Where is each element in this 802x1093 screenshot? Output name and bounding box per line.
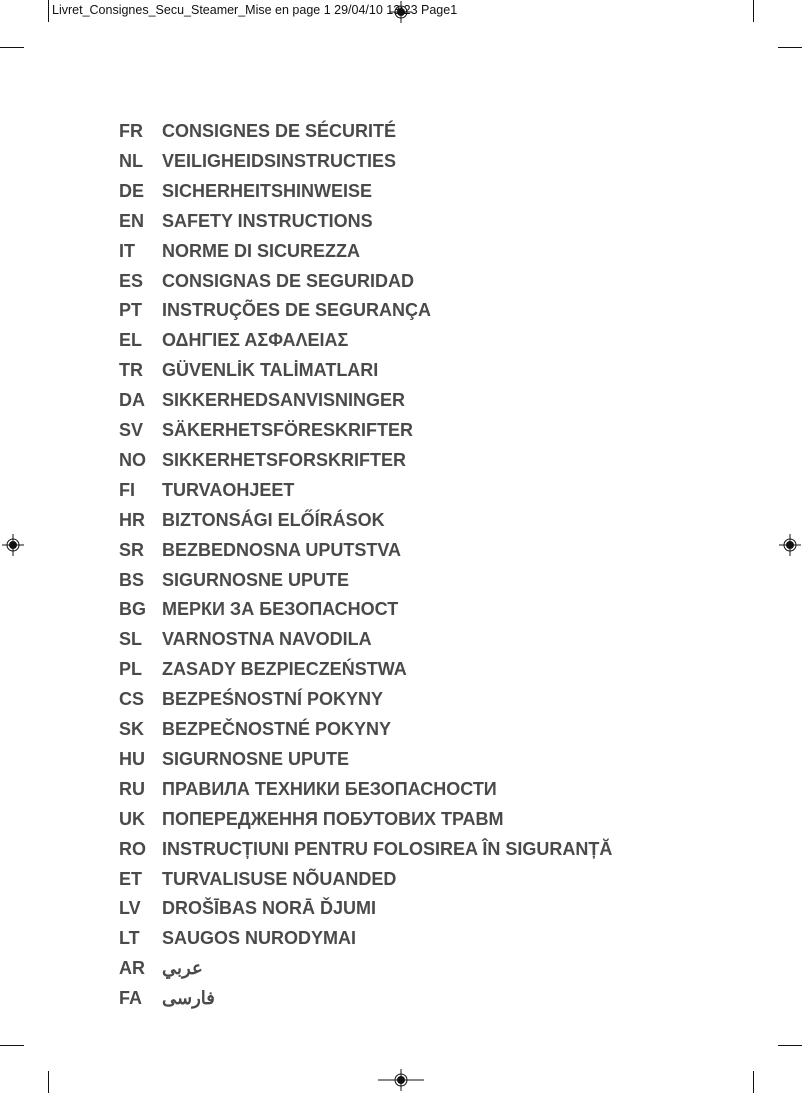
language-code: DE xyxy=(119,180,145,201)
language-title: SÄKERHETSFÖRESKRIFTER xyxy=(162,420,414,440)
language-title: فارسی xyxy=(162,988,215,1009)
language-row xyxy=(119,718,391,740)
language-title: GÜVENLİK TALİMATLARI xyxy=(162,360,379,381)
language-code: HU xyxy=(119,748,145,769)
language-title: ZASADY BEZPIECZEŃSTWA xyxy=(162,659,407,680)
language-row xyxy=(119,838,612,860)
language-title: DROŠĪBAS NORĀ ĎJUMI xyxy=(162,898,377,919)
language-row xyxy=(119,539,401,561)
language-row xyxy=(119,658,407,680)
language-title: INSTRUCȚIUNI PENTRU FOLOSIREA ÎN SIGURANȚĂ xyxy=(162,838,613,859)
language-code: AR xyxy=(119,958,145,979)
language-row xyxy=(119,299,431,321)
language-row xyxy=(119,628,372,650)
language-title: ΟΔΗΓΙΕΣ ΑΣΦΑΛΕΙΑΣ xyxy=(162,330,349,351)
language-row xyxy=(119,808,503,830)
language-code: ET xyxy=(119,868,143,889)
language-row xyxy=(119,957,203,979)
registration-mark-icon xyxy=(378,1069,424,1091)
language-code: ES xyxy=(119,270,144,291)
language-row xyxy=(119,688,383,710)
language-row xyxy=(119,479,294,501)
crop-mark xyxy=(48,0,49,22)
language-row xyxy=(119,329,348,351)
language-title: TURVAOHJEET xyxy=(162,479,295,500)
language-code: FI xyxy=(119,479,135,500)
language-title: ПОПЕРЕДЖЕННЯ ПОБУТОВИХ ТРАВМ xyxy=(162,808,504,829)
language-row xyxy=(119,419,413,441)
language-title: BEZPEČNOSTNÉ POKYNY xyxy=(162,719,392,739)
language-title: BEZPEŚNOSTNÍ POKYNY xyxy=(162,689,384,710)
language-title: VEILIGHEIDSINSTRUCTIES xyxy=(162,150,397,171)
language-title: ПРАВИЛА ТЕХНИКИ БЕЗОПАСНОСТИ xyxy=(162,778,497,799)
language-code: LV xyxy=(119,898,141,919)
language-title: BIZTONSÁGI ELŐÍRÁSOK xyxy=(162,509,385,530)
language-title: TURVALISUSE NÕUANDED xyxy=(162,868,397,889)
registration-mark-icon xyxy=(2,534,24,556)
language-code: LT xyxy=(119,928,140,949)
language-title: SIGURNOSNE UPUTE xyxy=(162,748,350,769)
language-row xyxy=(119,569,349,591)
language-row xyxy=(119,927,356,949)
language-row xyxy=(119,150,396,172)
language-row xyxy=(119,120,396,142)
language-title: SAUGOS NURODYMAI xyxy=(162,928,357,949)
language-code: NL xyxy=(119,150,143,171)
language-title: SAFETY INSTRUCTIONS xyxy=(162,210,373,231)
language-code: IT xyxy=(119,240,135,261)
language-code: PL xyxy=(119,659,143,680)
language-code: BG xyxy=(119,599,146,620)
language-code: DA xyxy=(119,390,145,411)
language-code: TR xyxy=(119,360,143,381)
language-title: BEZBEDNOSNA UPUTSTVA xyxy=(162,539,402,560)
language-row xyxy=(119,868,396,890)
language-code: NO xyxy=(119,449,146,470)
language-row xyxy=(119,509,385,531)
language-code: FA xyxy=(119,988,143,1009)
crop-mark xyxy=(48,1071,49,1093)
language-row xyxy=(119,748,349,770)
language-row xyxy=(119,210,373,232)
language-title: عربي xyxy=(162,958,203,979)
language-title: МЕРКИ ЗА БЕЗОПАСНОСТ xyxy=(162,599,399,620)
language-code: BS xyxy=(119,569,145,590)
language-code: SV xyxy=(119,420,144,440)
language-code: CS xyxy=(119,689,145,710)
crop-mark xyxy=(0,47,24,48)
language-code: PT xyxy=(119,300,143,321)
language-code: RU xyxy=(119,778,145,799)
language-title: SIGURNOSNE UPUTE xyxy=(162,569,350,590)
crop-mark xyxy=(0,1045,24,1046)
file-slug: Livret_Consignes_Secu_Steamer_Mise en page 1 29/04/10 13:23 Page1 xyxy=(52,3,458,17)
language-code: RO xyxy=(119,838,146,859)
language-code: SR xyxy=(119,539,145,560)
language-row xyxy=(119,270,414,292)
language-title: NORME DI SICUREZZA xyxy=(162,240,360,261)
language-title: SIKKERHEDSANVISNINGER xyxy=(162,390,406,411)
language-code: FR xyxy=(119,121,143,141)
language-row xyxy=(119,987,215,1009)
language-title: INSTRUÇÕES DE SEGURANÇA xyxy=(162,300,432,321)
language-title: VARNOSTNA NAVODILA xyxy=(162,629,372,650)
registration-mark-icon xyxy=(779,534,801,556)
language-row xyxy=(119,778,497,800)
language-row xyxy=(119,598,398,620)
language-code: HR xyxy=(119,509,145,530)
language-title: CONSIGNAS DE SEGURIDAD xyxy=(162,270,415,291)
language-row xyxy=(119,359,378,381)
language-code: EN xyxy=(119,210,145,231)
language-code: UK xyxy=(119,808,145,829)
language-code: SK xyxy=(119,719,145,739)
language-code: EL xyxy=(119,330,143,351)
language-title: CONSIGNES DE SÉCURITÉ xyxy=(162,121,397,141)
language-row xyxy=(119,240,360,262)
language-code: SL xyxy=(119,629,143,650)
language-row xyxy=(119,897,376,919)
language-row xyxy=(119,389,405,411)
language-row xyxy=(119,449,406,471)
language-row xyxy=(119,180,372,202)
crop-mark xyxy=(753,1071,754,1093)
language-title: SIKKERHETSFORSKRIFTER xyxy=(162,449,407,470)
crop-mark xyxy=(778,1045,802,1046)
language-title: SICHERHEITSHINWEISE xyxy=(162,180,373,201)
crop-mark xyxy=(778,47,802,48)
crop-mark xyxy=(753,0,754,22)
